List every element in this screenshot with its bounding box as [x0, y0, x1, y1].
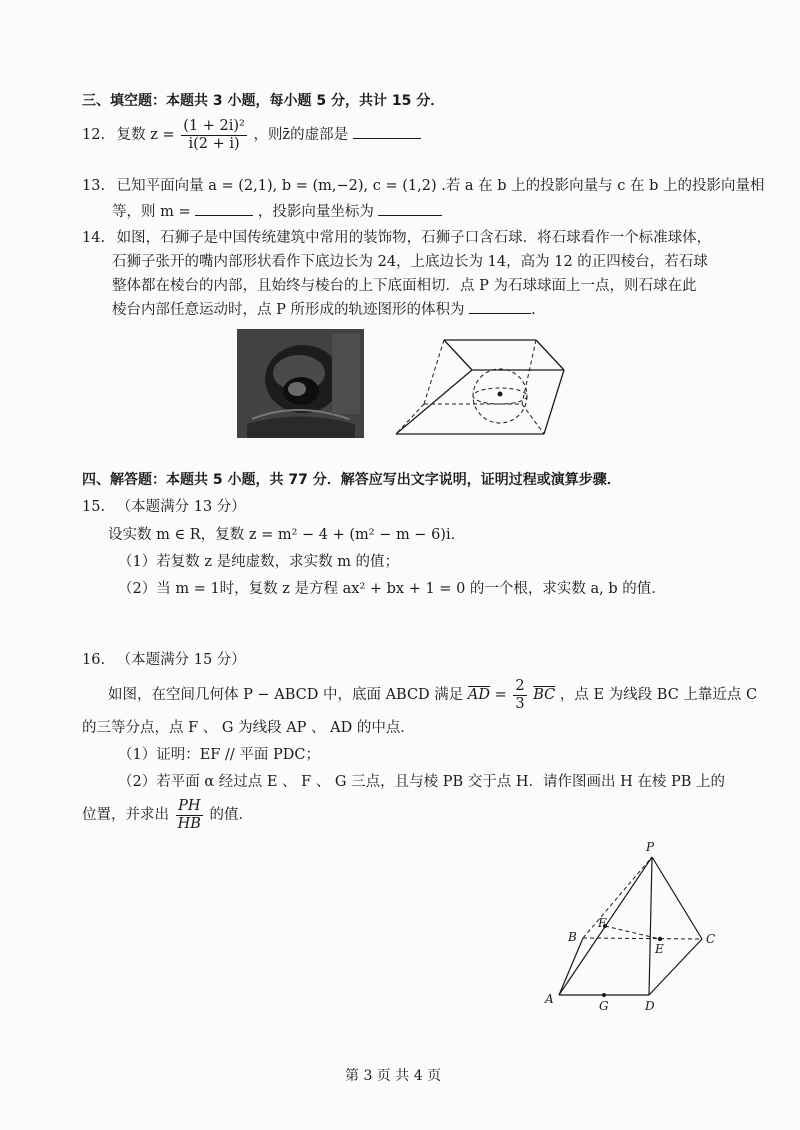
- stone-lion-image: [237, 329, 364, 438]
- question-14-line4: 棱台内部任意运动时，点 P 所形成的轨迹图形的体积为 .: [112, 302, 536, 318]
- question-13-line2: [112, 200, 442, 221]
- frustum-back-right-lateral: [522, 340, 536, 404]
- question-15-score: （本题满分 13 分）: [116, 499, 246, 515]
- question-15-number: 15.: [82, 499, 106, 515]
- question-16-ratio-num: PH: [176, 798, 203, 816]
- frustum-front-right-lateral: [544, 370, 564, 434]
- page-footer: 第 3 页 共 4 页: [345, 1068, 442, 1084]
- label-c: C: [706, 932, 716, 946]
- label-e: E: [655, 942, 664, 956]
- question-14-number: 14.: [82, 230, 106, 246]
- label-f: F: [598, 916, 607, 930]
- segment-fe: [605, 926, 660, 939]
- question-16-fraction: [513, 678, 526, 712]
- question-12: [82, 118, 421, 152]
- question-13-vector-blank[interactable]: [378, 214, 442, 216]
- question-12-prefix: 复数 z =: [116, 127, 175, 144]
- label-b: B: [568, 930, 577, 944]
- edge-pb: [583, 857, 652, 938]
- question-12-denominator: i(2 + i): [188, 135, 240, 152]
- question-16-ratio-den: HB: [177, 815, 201, 832]
- edge-ab: [559, 938, 583, 995]
- point-e: [658, 937, 662, 941]
- question-16-line2: 的三等分点，点 F 、 G 为线段 AP 、 AD 的中点．: [82, 720, 415, 736]
- question-13-text1: 已知平面向量 a = (2,1), b = (m,−2), c = (1,2) .若 a 在 b 上的投影向量与 c 在 b 上的投影向量相: [116, 178, 765, 194]
- section3-heading: 三、填空题：本题共 3 小题，每小题 5 分，共计 15 分．: [82, 93, 445, 109]
- question-16-part2-line2: [82, 798, 253, 832]
- question-16-text-position: 位置，并求出: [82, 807, 169, 824]
- question-16-part2: （2）若平面 α 经过点 E 、 F 、 G 三点，且与棱 PB 交于点 H．请作图画出 H 在棱 PB 上的: [118, 774, 725, 790]
- question-16-score: （本题满分 15 分）: [116, 652, 246, 668]
- frustum-top-right-edge: [536, 340, 564, 370]
- label-d: D: [645, 999, 655, 1013]
- label-g: G: [599, 999, 609, 1013]
- question-15-stem: 设实数 m ∈ R，复数 z = m² − 4 + (m² − m − 6)i．: [108, 527, 466, 543]
- question-16-vector-bc: $\overline{BC}$: [533, 687, 556, 704]
- question-12-number: 12.: [82, 127, 106, 144]
- point-g: [602, 993, 606, 997]
- question-16-ratio-fraction: [176, 798, 203, 832]
- question-12-answer-blank[interactable]: [353, 137, 421, 139]
- question-13-m-blank[interactable]: [195, 214, 253, 216]
- question-13-text2b: ，投影向量坐标为: [257, 204, 374, 220]
- stone-lion-photo: [237, 329, 364, 438]
- edge-bc: [583, 938, 702, 939]
- frustum-front-left-lateral: [396, 370, 472, 434]
- frustum-sphere-figure: [388, 326, 570, 440]
- question-13-number: 13.: [82, 178, 106, 194]
- question-14-text4: 棱台内部任意运动时，点 P 所形成的轨迹图形的体积为: [112, 302, 465, 318]
- sphere-center-point: [498, 392, 503, 397]
- question-13-line1: [82, 174, 765, 195]
- edge-pd: [649, 857, 652, 995]
- question-16-text1b: ，点 E 为线段 BC 上靠近点 C: [559, 687, 758, 704]
- question-14-answer-blank[interactable]: [469, 312, 531, 314]
- question-14-text1: 如图，石狮子是中国传统建筑中常用的装饰物，石狮子口含石球．将石球看作一个标准球体，: [116, 230, 712, 246]
- question-13-text2a: 等，则 m =: [112, 204, 191, 220]
- question-16-number: 16.: [82, 652, 106, 668]
- question-16-text1a: 如图，在空间几何体 P − ABCD 中，底面 ABCD 满足: [108, 687, 464, 704]
- frustum-top-left-edge: [444, 340, 472, 370]
- question-16-line1: [108, 678, 757, 712]
- question-16-header: [82, 648, 246, 669]
- question-16-part1: （1）证明：EF // 平面 PDC；: [118, 747, 320, 763]
- question-12-numerator: (1 + 2i)²: [183, 118, 245, 134]
- question-16-vector-ad: $\overline{AD}$: [467, 687, 491, 704]
- question-16-equals: =: [494, 687, 507, 704]
- question-16-frac-num: 2: [515, 678, 525, 694]
- question-14-line2: 石狮子张开的嘴内部形状看作下底边长为 24，上底边长为 14，高为 12 的正四棱台，若石球: [112, 254, 708, 270]
- frustum-back-left-lateral: [424, 340, 444, 404]
- question-16-frac-den: 3: [515, 695, 525, 712]
- label-a: A: [545, 992, 554, 1006]
- question-12-suffix: ，则z̄的虚部是: [253, 127, 349, 144]
- pyramid-figure: [535, 835, 725, 1015]
- frustum-bottom-left-edge: [396, 404, 424, 434]
- question-14-line3: 整体都在棱台的内部，且始终与棱台的上下底面相切．点 P 为石球球面上一点，则石球在此: [112, 278, 697, 294]
- question-16-text-value: 的值．: [209, 807, 254, 824]
- edge-pc: [652, 857, 702, 939]
- question-14-line1: [82, 226, 711, 247]
- question-15-part2: （2）当 m = 1时，复数 z 是方程 ax² + bx + 1 = 0 的一个根，求实数 a, b 的值．: [118, 581, 666, 597]
- question-15-header: [82, 495, 246, 516]
- frustum-bottom-right-edge: [522, 404, 544, 434]
- question-12-fraction: [181, 118, 247, 152]
- label-p: P: [646, 840, 655, 854]
- question-15-part1: （1）若复数 z 是纯虚数，求实数 m 的值；: [118, 554, 400, 570]
- section4-heading: 四、解答题：本题共 5 小题，共 77 分．解答应写出文字说明，证明过程或演算步骤．: [82, 472, 621, 488]
